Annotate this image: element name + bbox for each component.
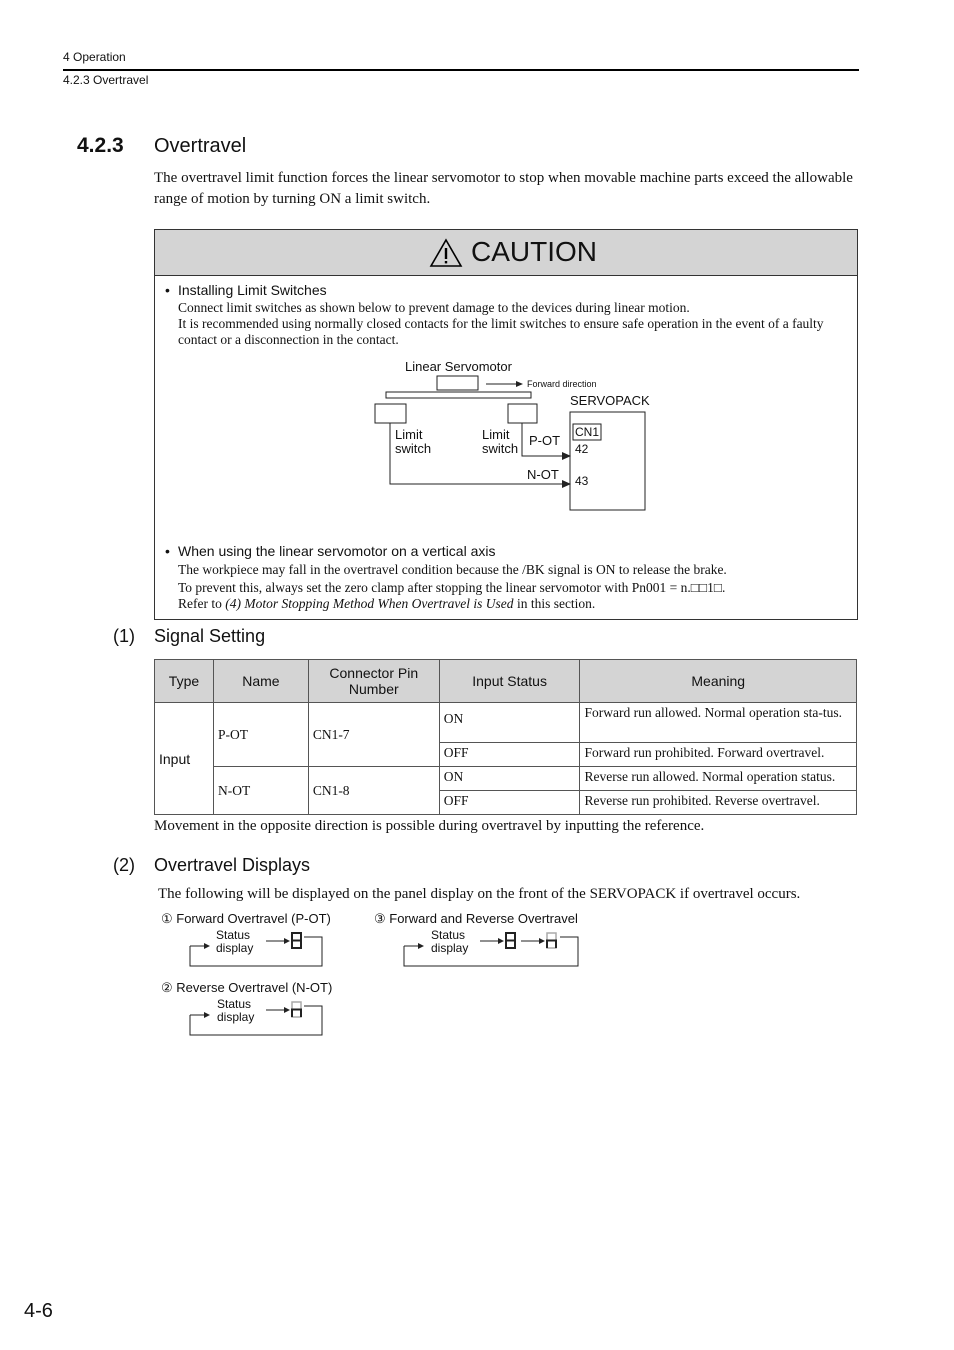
display-2-label-line2: display	[217, 1010, 255, 1024]
section-number: 4.2.3	[77, 134, 124, 157]
cell-name: P-OT	[213, 703, 308, 767]
cell-pin: CN1-7	[308, 703, 439, 767]
display-3-label-line2: display	[431, 941, 469, 955]
caution-item1-heading: Installing Limit Switches	[178, 282, 327, 298]
display-3-label-line1: Status	[431, 928, 466, 942]
display-1-panel	[190, 933, 322, 966]
display-3-arrow2	[498, 938, 504, 944]
subsection-2-title: Overtravel Displays	[154, 855, 311, 875]
displays-intro: The following will be displayed on the panel display on the front of the SERVOPACK if overtravel occurs.	[158, 886, 801, 902]
running-header-section: 4.2.3 Overtravel	[63, 73, 149, 87]
cell-meaning: Forward run prohibited. Forward overtravel.	[580, 743, 857, 767]
section-intro: The overtravel limit function forces the linear servomotor to stop when movable machine parts exceed the allowable range of motion by turning ON a limit switch.	[154, 170, 853, 207]
subsection-2-number: (2)	[113, 855, 135, 875]
col-header-name: Name	[213, 660, 308, 703]
caution-item2-line2: To prevent this, always set the zero clamp after stopping the linear servomotor with Pn001 = n.□□1□.	[178, 580, 726, 595]
display-1-arrow2	[284, 938, 290, 944]
cell-status: ON	[439, 767, 580, 791]
display-1-label	[216, 929, 253, 955]
cell-status: ON	[439, 703, 580, 743]
cell-name: N-OT	[213, 767, 308, 815]
linear-servomotor-label: Linear Servomotor	[405, 359, 512, 374]
cell-meaning: Reverse run prohibited. Reverse overtravel.	[580, 791, 857, 815]
section-title: Overtravel	[154, 135, 247, 157]
display-2-panel	[190, 1002, 322, 1035]
subsection-1-title: Signal Setting	[154, 626, 266, 646]
display-3-title: ③ Forward and Reverse Overtravel	[374, 911, 578, 926]
display-1-label-line2: display	[216, 941, 254, 955]
pin-42-label: 42	[575, 442, 589, 456]
caution-item2-line1: The workpiece may fall in the overtravel condition because the /BK signal is ON to release the brake.	[178, 562, 727, 577]
bullet-dot-1: •	[165, 282, 170, 298]
cell-pin: CN1-8	[308, 767, 439, 815]
signal-note: Movement in the opposite direction is possible during overtravel by inputting the reference.	[154, 818, 705, 834]
ref-suffix: in this section.	[513, 596, 596, 611]
display-2-arrow	[204, 1012, 210, 1018]
display-3-label	[431, 929, 468, 955]
display-3-arrow3	[539, 938, 545, 944]
display-2-arrow2	[284, 1007, 290, 1013]
cell-meaning: Forward run allowed. Normal operation sta-tus.	[580, 703, 857, 743]
cross-reference-link[interactable]: (4) Motor Stopping Method When Overtravel is Used	[225, 596, 514, 611]
caution-item1-line1: Connect limit switches as shown below to prevent damage to the devices during linear motion.	[178, 300, 690, 315]
servopack-label: SERVOPACK	[570, 393, 650, 408]
pot-label: P-OT	[529, 433, 561, 448]
display-2-label	[217, 998, 254, 1024]
cell-type: Input	[155, 703, 214, 815]
display-3-arrow	[418, 943, 424, 949]
display-2-title: ② Reverse Overtravel (N-OT)	[161, 980, 333, 995]
subsection-1-number: (1)	[113, 626, 135, 646]
caution-item1-line2: It is recommended using normally closed contacts for the limit switches to ensure safe operation in the event of a faulty contact or a disconnection in the contact.	[178, 316, 824, 347]
running-header-chapter: 4 Operation	[63, 50, 126, 64]
caution-item2-heading: When using the linear servomotor on a vertical axis	[178, 543, 496, 559]
cell-meaning: Reverse run allowed. Normal operation status.	[580, 767, 857, 791]
not-label: N-OT	[527, 467, 559, 482]
cell-status: OFF	[439, 743, 580, 767]
pin-43-label: 43	[575, 474, 589, 488]
limit-right-line2: switch	[482, 441, 519, 456]
ref-prefix: Refer to	[178, 596, 226, 611]
col-header-meaning: Meaning	[580, 660, 857, 703]
cell-status: OFF	[439, 791, 580, 815]
display-1-arrow	[204, 943, 210, 949]
display-1-title: ① Forward Overtravel (P-OT)	[161, 911, 331, 926]
col-header-pin: Connector Pin Number	[308, 660, 439, 703]
col-header-type: Type	[155, 660, 214, 703]
caution-title: CAUTION	[471, 236, 597, 267]
forward-direction-label: Forward direction	[527, 379, 597, 389]
cn1-label: CN1	[575, 425, 600, 439]
limit-left-line1: Limit	[395, 427, 423, 442]
col-header-status: Input Status	[439, 660, 580, 703]
display-2-label-line1: Status	[217, 997, 252, 1011]
limit-right-line1: Limit	[482, 427, 510, 442]
limit-left-line2: switch	[395, 441, 432, 456]
bullet-dot-2: •	[165, 543, 170, 559]
display-1-label-line1: Status	[216, 928, 251, 942]
page-number: 4-6	[24, 1300, 53, 1322]
